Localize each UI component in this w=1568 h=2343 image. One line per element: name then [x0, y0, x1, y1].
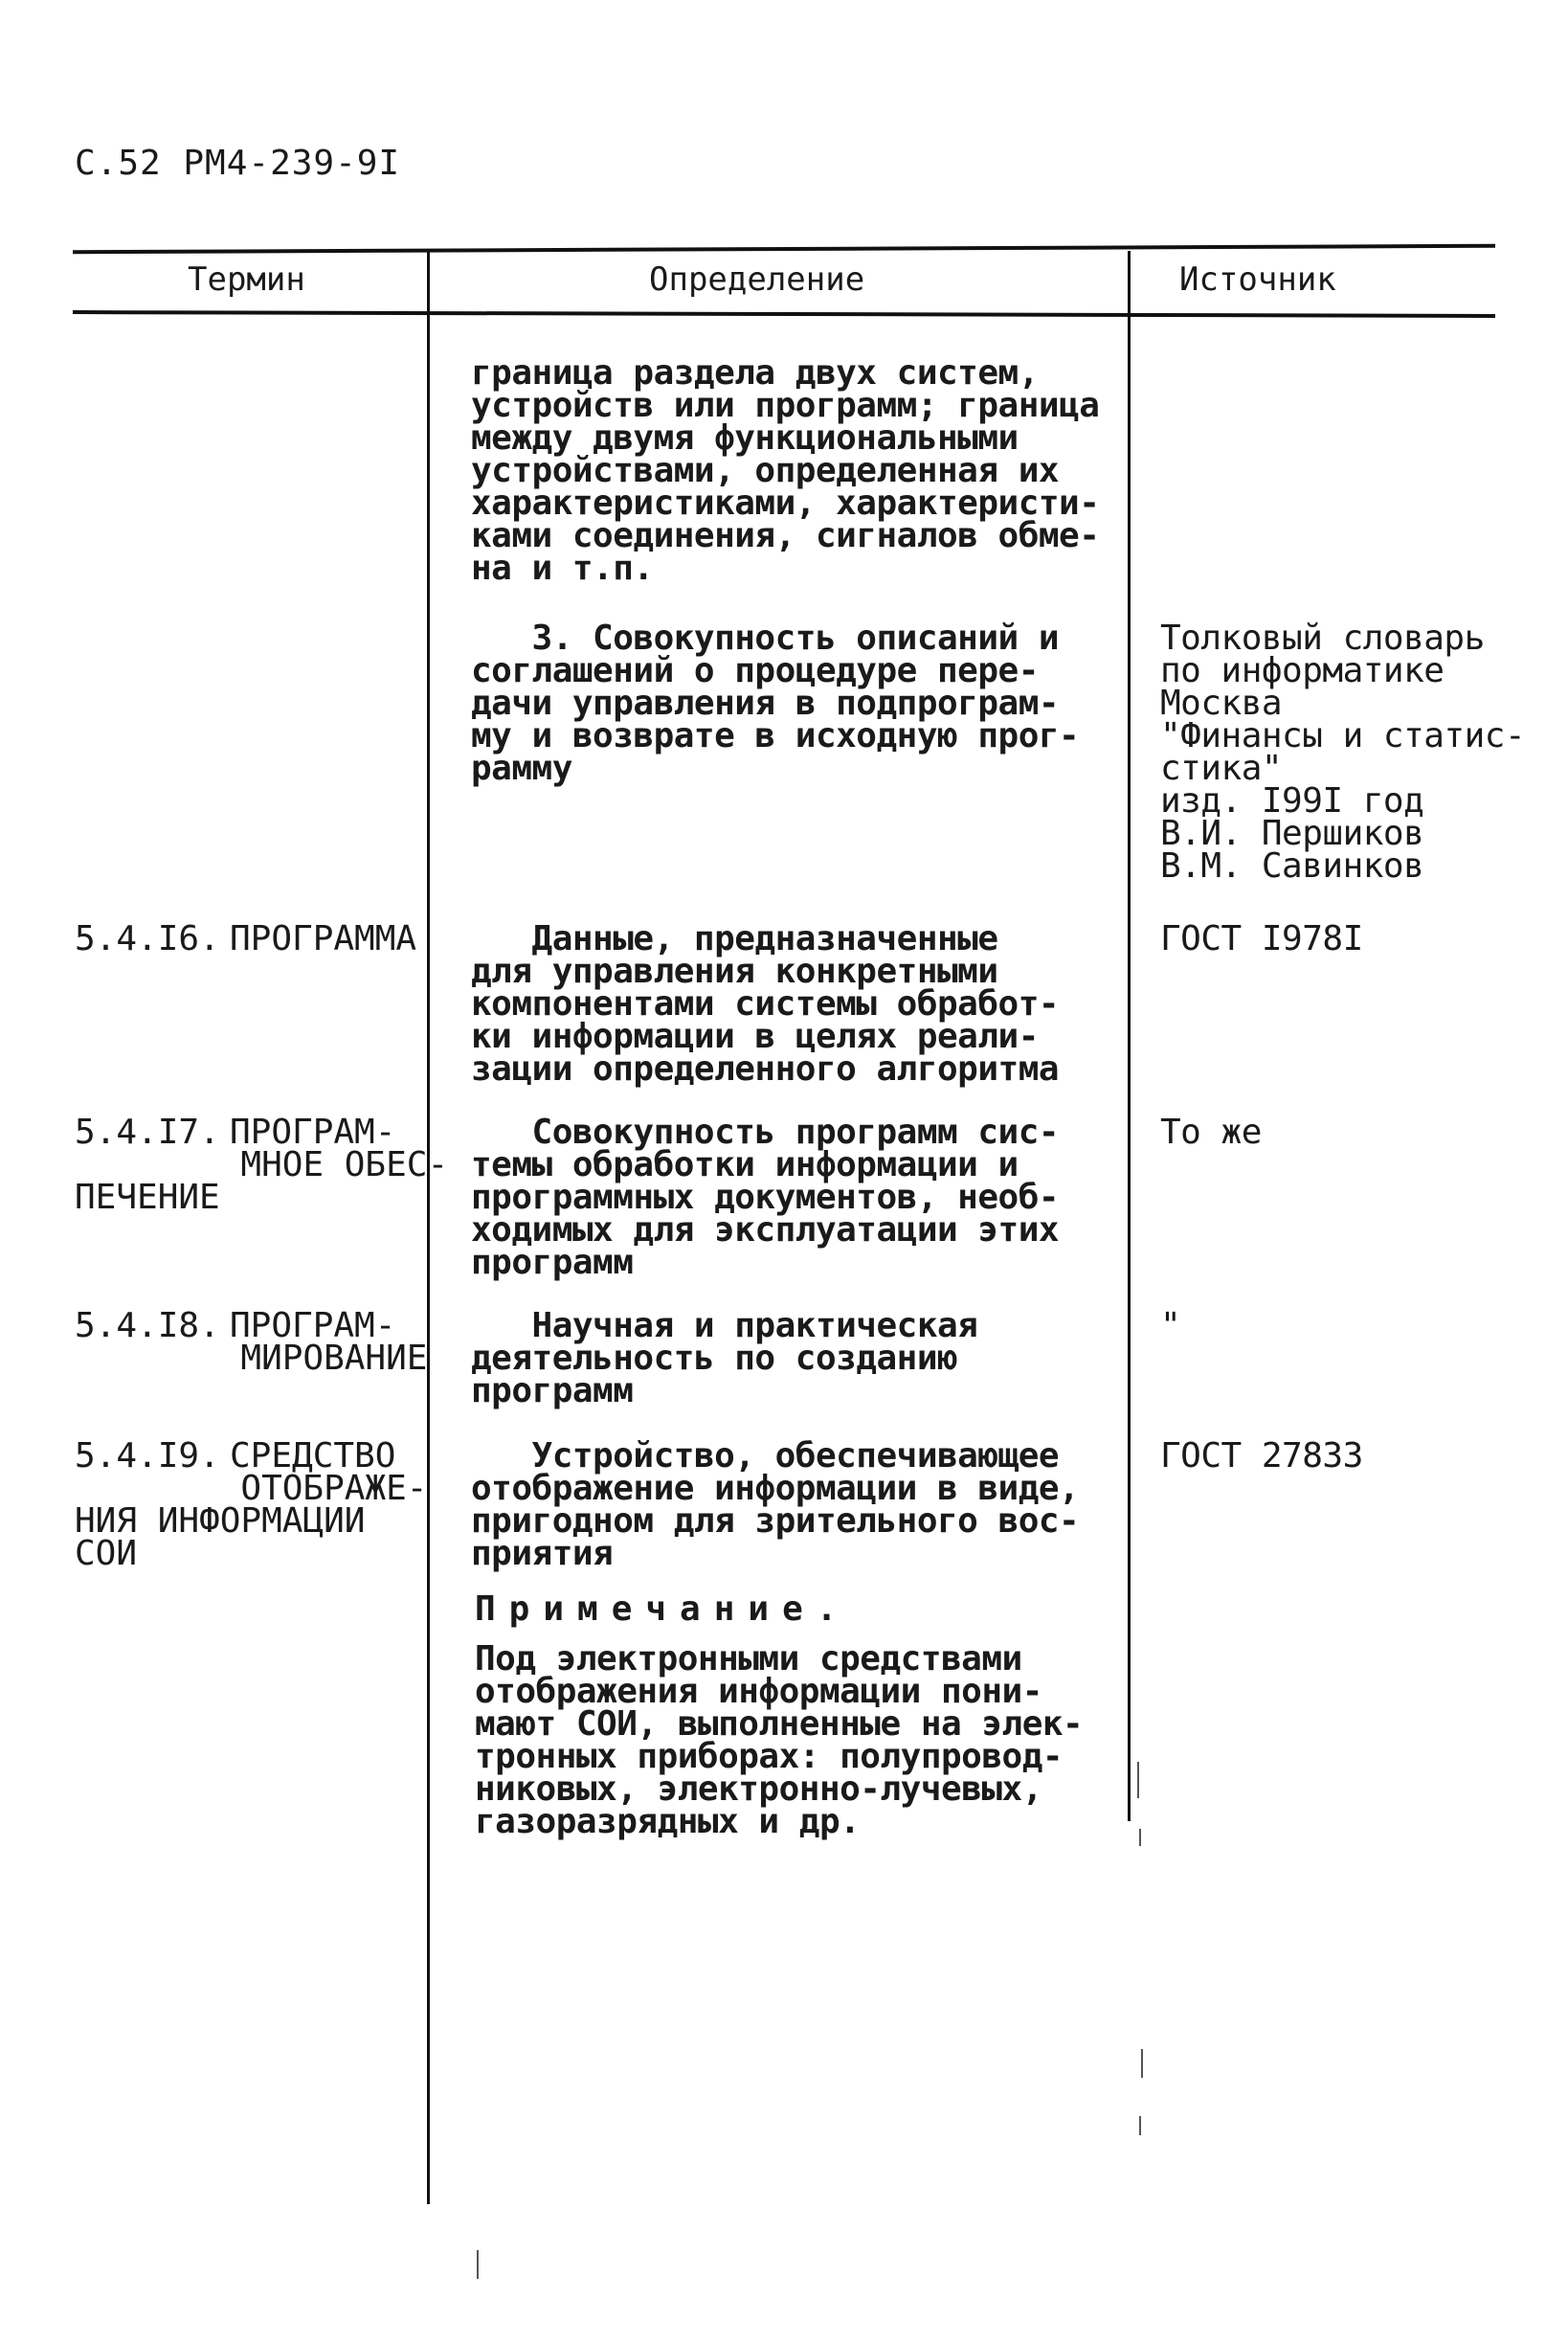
definition-sredstvo-otobrazheniya: Устройство, обеспечивающее отображение информации в виде, пригодном для зрительного вос- приятия	[471, 1436, 1080, 1573]
term-number-18: 5.4.I8.	[75, 1306, 220, 1345]
header-definition: Определение	[649, 260, 865, 299]
scan-mark	[1139, 1829, 1141, 1846]
definition-programmnoe-obespechenie: Совокупность программ сис- темы обработки информации и программных документов, необ- ходимых для эксплуатации этих программ	[471, 1113, 1060, 1282]
header-source: Источник	[1179, 260, 1336, 299]
scan-mark	[1139, 2116, 1141, 2135]
term-number-17: 5.4.I7.	[75, 1113, 220, 1152]
cont-definition: граница раздела двух систем, устройств или программ; граница между двумя функциональными устройствами, определенная их характеристиками, характеристи- ками соединения, сигналов обме- на и т.п.	[471, 353, 1100, 588]
column-divider-2	[1128, 251, 1131, 1821]
definition-programmirovanie: Научная и практическая деятельность по созданию программ	[471, 1306, 978, 1410]
column-divider-1	[427, 251, 430, 2204]
source-programma: ГОСТ I978I	[1160, 919, 1363, 958]
term-programmirovanie: ПРОГРАМ- МИРОВАНИЕ	[230, 1306, 428, 1378]
scan-mark	[1141, 2049, 1143, 2078]
definition-programma: Данные, предназначенные для управления конкретными компонентами системы обработ- ки информации в целях реали- зации определенного алгоритма	[471, 919, 1060, 1089]
term-sredstvo-otobrazheniya: СРЕДСТВО ОТОБРАЖЕ- НИЯ ИНФОРМАЦИИ СОИ	[75, 1436, 428, 1573]
scan-mark	[477, 2250, 479, 2279]
term-number-16: 5.4.I6.	[75, 919, 220, 958]
source-sredstvo-otobrazheniya: ГОСТ 27833	[1160, 1436, 1363, 1476]
note-title: Примечание.	[475, 1589, 851, 1629]
cont-item3-definition: 3. Совокупность описаний и соглашений о процедуре пере- дачи управления в подпрограм- му и возврате в исходную прог- рамму	[471, 619, 1080, 788]
term-programma: ПРОГРАММА	[230, 919, 417, 958]
cont-item3-source: Толковый словарь по информатике Москва "Финансы и статис- стика" изд. I99I год В.И. Першиков В.М. Савинков	[1160, 619, 1526, 886]
source-programmirovanie: "	[1160, 1306, 1181, 1345]
term-number-19: 5.4.I9.	[75, 1436, 220, 1476]
header-term: Термин	[188, 260, 305, 299]
source-programmnoe-obespechenie: То же	[1160, 1113, 1262, 1152]
term-programmnoe-obespechenie: ПРОГРАМ- МНОЕ ОБЕС- ПЕЧЕНИЕ	[75, 1113, 449, 1217]
page-header: С.52 РМ4-239-9I	[75, 144, 401, 183]
note-text: Под электронными средствами отображения информации пони- мают СОИ, выполненные на элек- тронных приборах: полупровод- никовых, электронно-лучевых, газоразрядных и др.	[475, 1639, 1084, 1841]
scan-mark	[1137, 1762, 1139, 1798]
table-top-rule	[73, 244, 1495, 254]
table-header-rule	[73, 310, 1495, 318]
